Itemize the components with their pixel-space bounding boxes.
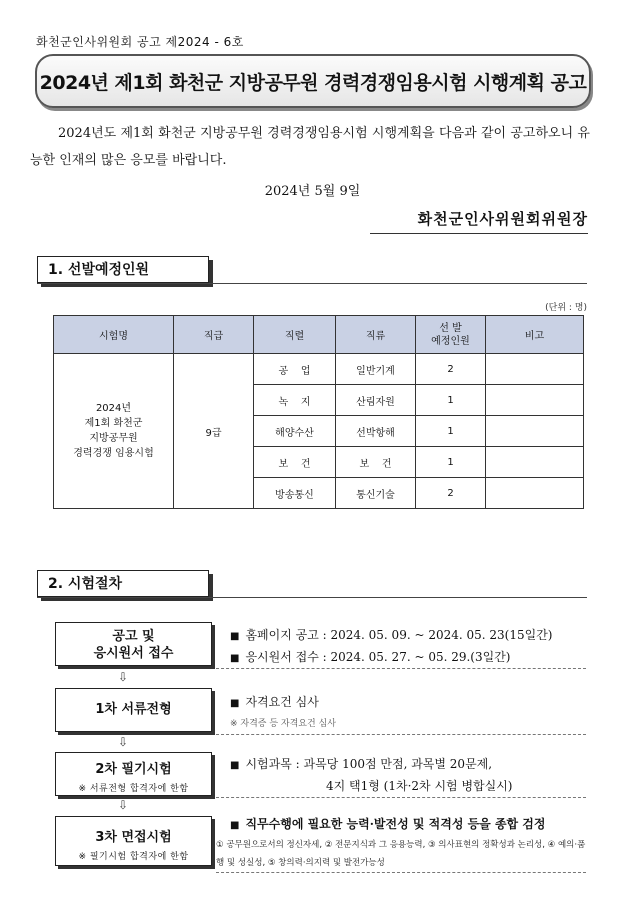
class-cell: 일반기계 [336,354,416,385]
section2-divider [37,597,587,598]
selection-table [53,315,584,509]
step-title: 공고 및 [112,629,155,644]
count-cell: 1 [416,416,486,447]
details-divider [216,872,586,873]
step-box-announcement [55,622,212,666]
col-class: 직류 [336,316,416,354]
step-box-interview [55,816,212,866]
detail-line: 직무수행에 필요한 능력·발전성 및 적격성 등을 종합 검정 [245,817,546,831]
section1-divider [37,283,587,284]
count-cell: 1 [416,447,486,478]
step-note: ※ 자격증 등 자격요건 심사 [230,719,336,729]
detail-line: 시험과목 : 과목당 100점 만점, 과목별 20문제, [245,757,493,771]
details-divider [216,797,586,798]
step-subtitle: ※ 서류전형 합격자에 한함 [78,784,189,794]
class-cell: 보 건 [336,447,416,478]
step-title: 2차 필기시험 [95,762,172,777]
class-cell: 통신기술 [336,478,416,509]
step-details-document-screening [230,692,336,734]
step-note: ① 공무원으로서의 정신자세, ② 전문지식과 그 응용능력, ③ 의사표현의 정확성과 논리성, ④ 예의·품행 및 성실성, ⑤ 창의력·의지력 및 발전가능성 [216,840,586,868]
detail-line: 자격요건 심사 [245,695,319,709]
note-cell [486,385,584,416]
count-cell: 2 [416,478,486,509]
note-cell [486,478,584,509]
step-box-written-exam [55,752,212,796]
count-cell: 2 [416,354,486,385]
notice-number: 화천군인사위원회 공고 제2024 - 6호 [36,35,244,49]
page-title: 2024년 제1회 화천군 지방공무원 경력경쟁임용시험 시행계획 공고 [39,71,587,94]
class-cell: 선박항해 [336,416,416,447]
step-subtitle: ※ 필기시험 합격자에 한함 [78,852,189,862]
note-cell [486,354,584,385]
signature: 화천군인사위원회위원장 [370,208,588,234]
step-details-interview [216,814,590,872]
square-bullet-icon: ■ [230,653,240,664]
step-title: 3차 면접시험 [95,830,172,845]
step-details-announcement [230,625,552,669]
square-bullet-icon: ■ [230,698,240,709]
section1-heading: 1. 선발예정인원 [37,256,209,283]
unit-label: (단위 : 명) [545,303,587,313]
details-divider [216,734,586,735]
step-title: 응시원서 접수 [93,646,174,661]
details-divider [216,668,586,669]
note-cell [486,447,584,478]
square-bullet-icon: ■ [230,631,240,642]
series-cell: 방송통신 [254,478,336,509]
series-cell: 보 건 [254,447,336,478]
series-cell: 공 업 [254,354,336,385]
count-cell: 1 [416,385,486,416]
col-count: 선 발 예정인원 [416,316,486,354]
title-box [35,54,591,108]
grade-cell: 9급 [174,354,254,509]
col-note: 비고 [486,316,584,354]
detail-line: 응시원서 접수 : 2024. 05. 27. ~ 05. 29.(3일간) [245,650,511,664]
table-header-row [54,316,584,354]
detail-line: 4지 택1형 (1차·2차 시험 병합실시) [326,779,513,793]
section2-heading: 2. 시험절차 [37,570,209,597]
detail-line: 홈페이지 공고 : 2024. 05. 09. ~ 2024. 05. 23(15일간) [245,628,553,642]
exam-name-cell: 2024년 제1회 화천군 지방공무원 경력경쟁 임용시험 [54,354,174,509]
down-arrow-icon: ⇩ [118,670,129,684]
col-grade: 직급 [174,316,254,354]
step-title: 1차 서류전형 [95,702,172,717]
series-cell: 녹 지 [254,385,336,416]
intro-paragraph: 2024년도 제1회 화천군 지방공무원 경력경쟁임용시험 시행계획을 다음과 같이 공고하오니 유능한 인재의 많은 응모를 바랍니다. [30,126,590,168]
step-details-written-exam [230,754,513,796]
down-arrow-icon: ⇩ [118,735,129,749]
col-exam-name: 시험명 [54,316,174,354]
class-cell: 산림자원 [336,385,416,416]
square-bullet-icon: ■ [230,760,240,771]
square-bullet-icon: ■ [230,820,240,831]
note-cell [486,416,584,447]
series-cell: 해양수산 [254,416,336,447]
notice-date: 2024년 5월 9일 [264,184,361,199]
col-series: 직렬 [254,316,336,354]
table-row [54,354,584,385]
step-box-document-screening [55,688,212,732]
down-arrow-icon: ⇩ [118,798,129,812]
